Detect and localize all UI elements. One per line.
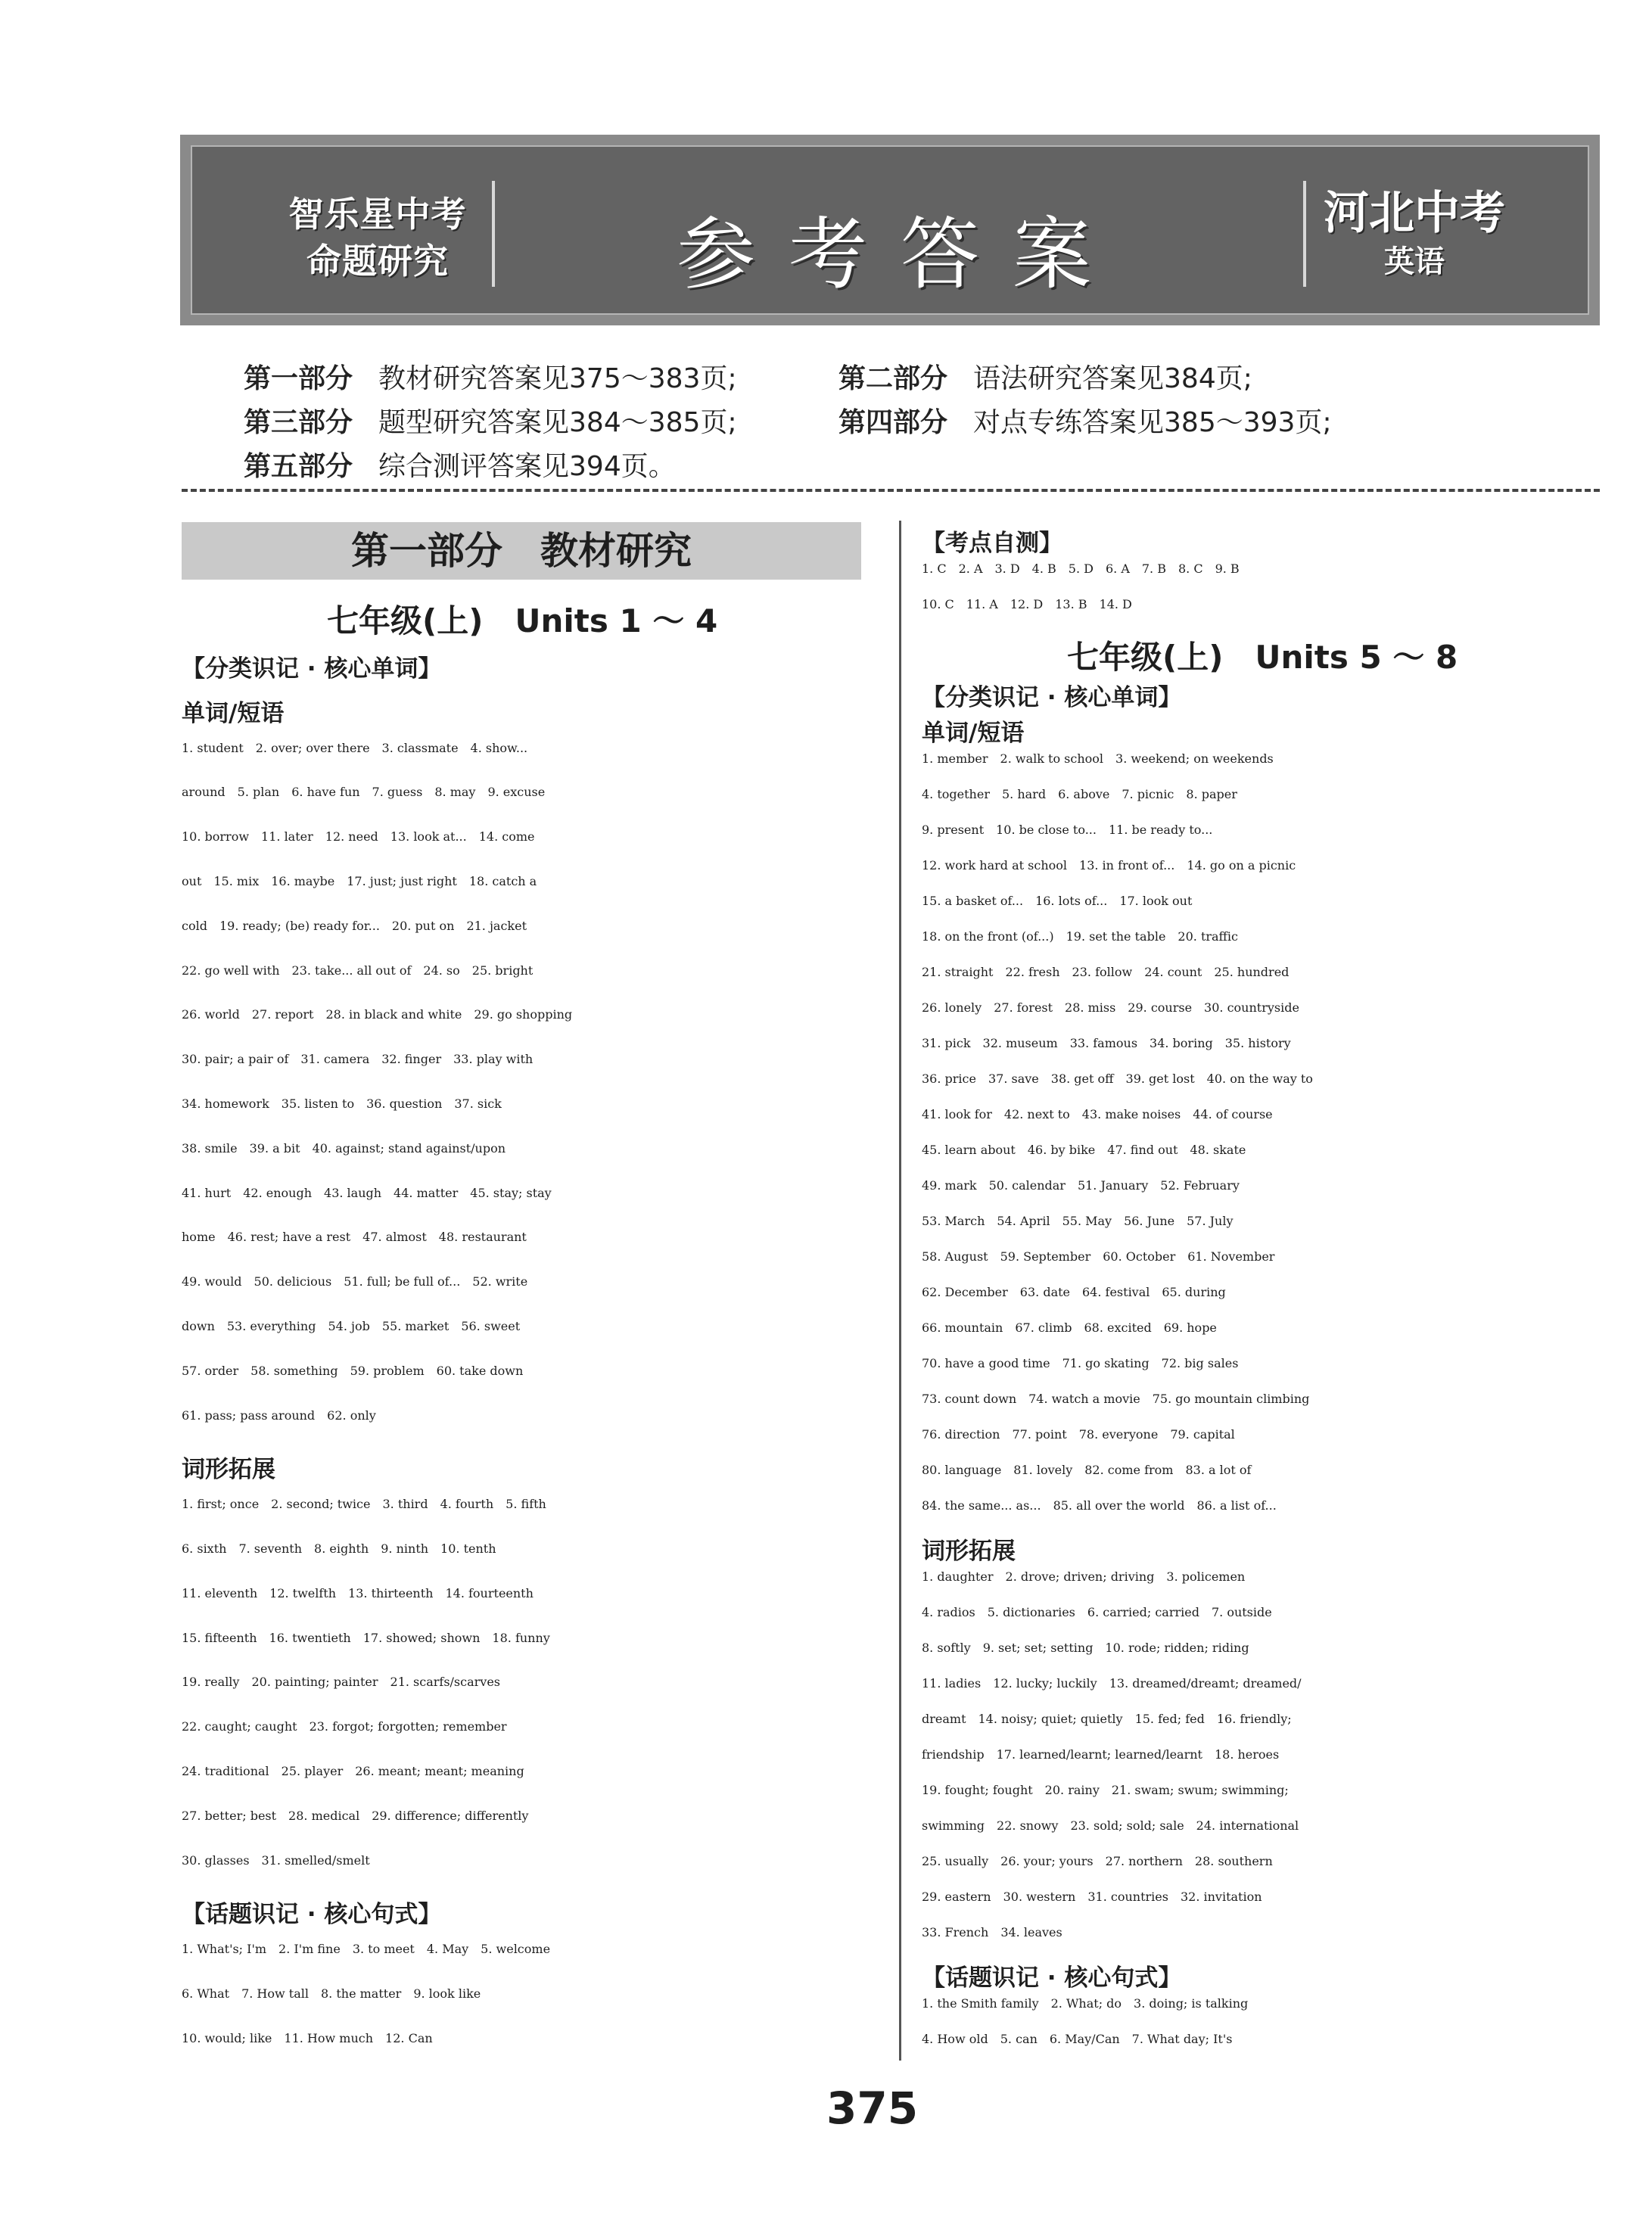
brand-logo (283, 191, 472, 285)
answer-line: 80. language 81. lovely 82. come from 83. a lot of (922, 1463, 1252, 1477)
page-title: 参考答案 (677, 208, 1125, 300)
answer-line: 4. radios 5. dictionaries 6. carried; carried 7. outside (922, 1605, 1272, 1619)
answer-line: 【分类识记 · 核心单词】 (182, 655, 442, 683)
answer-line: 15. a basket of... 16. lots of... 17. look out (922, 894, 1193, 908)
answer-line: 53. March 54. April 55. May 56. June 57. July (922, 1214, 1234, 1228)
index-text: 题型研究答案见384～385页; (378, 407, 737, 438)
answer-line: 57. order 58. something 59. problem 60. take down (182, 1363, 524, 1378)
answer-line: 18. on the front (of...) 19. set the table 20. traffic (922, 929, 1239, 944)
answer-line: 49. would 50. delicious 51. full; be full of... 52. write (182, 1274, 528, 1289)
answer-line: 36. price 37. save 38. get off 39. get lost 40. on the way to (922, 1072, 1313, 1086)
dashed-divider (182, 489, 1600, 492)
answer-line: 1. member 2. walk to school 3. weekend; on weekends (922, 751, 1274, 766)
answer-line: 单词/短语 (922, 720, 1025, 747)
index-item (244, 401, 737, 440)
index-label: 第五部分 (244, 451, 353, 482)
answer-line: 84. the same... as... 85. all over the world 86. a list of... (922, 1498, 1277, 1513)
index-text: 教材研究答案见375～383页; (378, 363, 737, 394)
index-label: 第二部分 (838, 363, 948, 394)
part-title: 第一部分 教材研究 (182, 522, 861, 580)
answer-line: 1. daughter 2. drove; driven; driving 3. policemen (922, 1569, 1246, 1584)
index-item (838, 357, 1252, 396)
answer-line: 4. together 5. hard 6. above 7. picnic 8. paper (922, 787, 1237, 801)
answer-line: 61. pass; pass around 62. only (182, 1407, 376, 1423)
answer-line: 1. the Smith family 2. What; do 3. doing; is talking (922, 1996, 1249, 2011)
brand-line2: 命题研究 (306, 241, 449, 281)
answer-line: 1. C 2. A 3. D 4. B 5. D 6. A 7. B 8. C 9. B (922, 561, 1240, 576)
column-divider (899, 521, 901, 2061)
answer-line: 19. fought; fought 20. rainy 21. swam; swum; swimming; (922, 1783, 1289, 1797)
index-item (838, 401, 1332, 440)
answer-line: 30. pair; a pair of 31. camera 32. finger 33. play with (182, 1052, 534, 1067)
answer-line: 58. August 59. September 60. October 61. November (922, 1249, 1275, 1264)
answer-line: 70. have a good time 71. go skating 72. big sales (922, 1356, 1239, 1370)
answer-line: 25. usually 26. your; yours 27. northern 28. southern (922, 1854, 1273, 1868)
answer-line: 11. ladies 12. lucky; luckily 13. dreamed/dreamt; dreamed/ (922, 1676, 1302, 1691)
exam-label (1297, 185, 1532, 281)
answer-line: 15. fifteenth 16. twentieth 17. showed; shown 18. funny (182, 1630, 550, 1645)
answer-line: 12. work hard at school 13. in front of... 14. go on a picnic (922, 858, 1296, 872)
answer-line: around 5. plan 6. have fun 7. guess 8. may 9. excuse (182, 785, 546, 800)
index-text: 语法研究答案见384页; (973, 363, 1252, 394)
answer-line: 45. learn about 46. by bike 47. find out 48. skate (922, 1143, 1246, 1157)
answer-line: cold 19. ready; (be) ready for... 20. put on 21. jacket (182, 918, 527, 933)
exam-line2: 英语 (1384, 244, 1445, 279)
answer-line: 41. look for 42. next to 43. make noises 44. of course (922, 1107, 1273, 1121)
answer-line: 【考点自测】 (922, 530, 1062, 557)
answer-line: 33. French 34. leaves (922, 1925, 1062, 1939)
answer-line: 10. would; like 11. How much 12. Can (182, 2030, 433, 2045)
answer-line: 1. first; once 2. second; twice 3. third 4. fourth 5. fifth (182, 1497, 546, 1512)
page-number: 375 (826, 2082, 919, 2134)
answer-line: 【话题识记 · 核心句式】 (922, 1964, 1182, 1992)
answer-line: 66. mountain 67. climb 68. excited 69. hope (922, 1320, 1217, 1335)
answer-line: swimming 22. snowy 23. sold; sold; sale 24. international (922, 1818, 1299, 1833)
answer-line: down 53. everything 54. job 55. market 56. sweet (182, 1319, 521, 1333)
answer-line: 词形拓展 (922, 1538, 1016, 1565)
answer-line: 19. really 20. painting; painter 21. scarfs/scarves (182, 1675, 501, 1690)
index-text: 综合测评答案见394页。 (378, 451, 676, 482)
unit-title-right: 七年级(上) Units 5 ～ 8 (1067, 639, 1458, 676)
answer-line: home 46. rest; have a rest 47. almost 48. restaurant (182, 1230, 527, 1245)
answer-line: 30. glasses 31. smelled/smelt (182, 1852, 370, 1868)
answer-line: 6. What 7. How tall 8. the matter 9. look like (182, 1986, 481, 2001)
answer-line: 单词/短语 (182, 699, 285, 727)
index-label: 第一部分 (244, 363, 353, 394)
index-text: 对点专练答案见385～393页; (973, 407, 1332, 438)
header-banner-inner (191, 145, 1589, 315)
answer-line: 27. better; best 28. medical 29. difference; differently (182, 1808, 529, 1823)
index-item (244, 445, 676, 484)
answer-line: 26. world 27. report 28. in black and white 29. go shopping (182, 1007, 573, 1022)
answer-line: 4. How old 5. can 6. May/Can 7. What day; It's (922, 2032, 1233, 2046)
answer-line: 10. borrow 11. later 12. need 13. look at... 14. come (182, 829, 535, 844)
answer-line: 38. smile 39. a bit 40. against; stand against/upon (182, 1140, 506, 1156)
answer-line: 41. hurt 42. enough 43. laugh 44. matter 45. stay; stay (182, 1185, 552, 1200)
answer-line: 62. December 63. date 64. festival 65. during (922, 1285, 1226, 1299)
exam-line1: 河北中考 (1324, 187, 1505, 240)
answer-line: 76. direction 77. point 78. everyone 79. capital (922, 1427, 1235, 1442)
answer-line: out 15. mix 16. maybe 17. just; just right 18. catch a (182, 874, 537, 888)
answer-line: 6. sixth 7. seventh 8. eighth 9. ninth 10. tenth (182, 1541, 496, 1556)
answer-line: 22. caught; caught 23. forgot; forgotten; remember (182, 1719, 507, 1734)
answer-line: friendship 17. learned/learnt; learned/learnt 18. heroes (922, 1747, 1280, 1762)
answer-line: 词形拓展 (182, 1456, 275, 1484)
index-label: 第三部分 (244, 407, 353, 438)
answer-line: 8. softly 9. set; set; setting 10. rode; ridden; riding (922, 1641, 1249, 1655)
answer-line: 22. go well with 23. take... all out of 24. so 25. bright (182, 963, 534, 978)
answer-line: 73. count down 74. watch a movie 75. go mountain climbing (922, 1392, 1310, 1406)
index-item (244, 357, 737, 396)
answer-line: 29. eastern 30. western 31. countries 32. invitation (922, 1890, 1262, 1904)
answer-line: 10. C 11. A 12. D 13. B 14. D (922, 597, 1132, 611)
banner-divider-left (492, 181, 495, 287)
answer-line: 1. student 2. over; over there 3. classmate 4. show... (182, 740, 528, 755)
answer-line: 49. mark 50. calendar 51. January 52. February (922, 1178, 1240, 1193)
header-banner (180, 135, 1600, 325)
answer-line: 21. straight 22. fresh 23. follow 24. count 25. hundred (922, 965, 1290, 979)
answer-line: 11. eleventh 12. twelfth 13. thirteenth 14. fourteenth (182, 1585, 534, 1600)
brand-line1: 智乐星中考 (288, 194, 467, 235)
index-label: 第四部分 (838, 407, 948, 438)
answer-line: 【话题识记 · 核心句式】 (182, 1901, 442, 1929)
answer-line: 【分类识记 · 核心单词】 (922, 684, 1182, 711)
answer-line: 1. What's; I'm 2. I'm fine 3. to meet 4. May 5. welcome (182, 1942, 551, 1957)
answer-line: 34. homework 35. listen to 36. question 37. sick (182, 1096, 502, 1111)
answer-line: 24. traditional 25. player 26. meant; meant; meaning (182, 1764, 524, 1778)
unit-title-left: 七年级(上) Units 1 ～ 4 (327, 602, 718, 639)
answer-line: dreamt 14. noisy; quiet; quietly 15. fed; fed 16. friendly; (922, 1712, 1292, 1726)
answer-line: 9. present 10. be close to... 11. be ready to... (922, 823, 1213, 837)
answer-line: 31. pick 32. museum 33. famous 34. boring 35. history (922, 1036, 1291, 1050)
answer-line: 26. lonely 27. forest 28. miss 29. course 30. countryside (922, 1000, 1299, 1015)
